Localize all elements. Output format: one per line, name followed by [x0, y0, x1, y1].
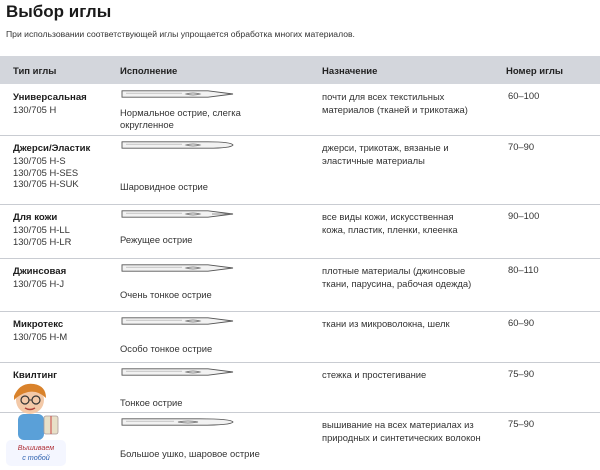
header-execution: Исполнение [120, 66, 178, 77]
needle-tip-caption [120, 448, 295, 460]
needle-tip-caption [120, 343, 295, 355]
needle-tip-caption [120, 181, 295, 193]
purpose-line: почти для всех текстильных [322, 91, 445, 102]
needle-code: 130/705 H-LR [13, 235, 72, 247]
caption-line: Большое ушко, шаровое острие [120, 448, 260, 459]
caption-line: Нормальное острие, слегка [120, 107, 241, 118]
needle-codes [13, 155, 79, 190]
needle-number: 60–100 [508, 90, 540, 101]
purpose-line: ткани из микроволокна, шелк [322, 318, 450, 329]
needle-code: 130/705 H-SES [13, 166, 79, 178]
needle-drawing [120, 365, 235, 383]
needle-icon [120, 139, 235, 151]
header-purpose: Назначение [322, 66, 378, 77]
caption-line: Тонкое острие [120, 397, 183, 408]
purpose-line: материалов (тканей и трикотажа) [322, 104, 468, 115]
needle-type-name: Универсальная [13, 92, 87, 103]
needle-number: 80–110 [508, 264, 539, 275]
needle-number: 75–90 [508, 368, 535, 379]
svg-text:Вышиваем: Вышиваем [17, 443, 55, 452]
needle-type-name: Квилтинг [13, 370, 58, 381]
needle-type-name: Микротекс [13, 319, 64, 330]
table-header [0, 56, 600, 84]
needle-purpose [322, 418, 504, 444]
purpose-line: вышивание на всех материалах из [322, 419, 474, 430]
purpose-line: стежка и простегивание [322, 369, 427, 380]
needle-codes [13, 104, 56, 116]
needle-code: 130/705 H [13, 104, 57, 115]
purpose-line: все виды кожи, искусственная [322, 211, 454, 222]
needle-code: 130/705 H-J [13, 278, 65, 289]
needle-drawing [120, 87, 235, 105]
needle-purpose [322, 264, 504, 290]
row-divider [0, 135, 600, 136]
needle-code: 130/705 H-S [13, 155, 66, 166]
needle-icon [120, 262, 235, 274]
needle-icon [120, 366, 235, 378]
needle-codes [13, 278, 64, 290]
needle-purpose [322, 317, 504, 330]
row-divider [0, 204, 600, 205]
needle-icon [120, 88, 235, 100]
header-number: Номер иглы [506, 66, 563, 77]
caption-line: Шаровидное острие [120, 181, 208, 192]
needle-purpose [322, 368, 504, 381]
needle-tip-caption [120, 397, 295, 409]
purpose-line: ткани, парусина, рабочая одежда) [322, 278, 472, 289]
page-title: Выбор иглы [6, 2, 112, 21]
needle-icon [120, 208, 235, 220]
needle-number: 70–90 [508, 141, 535, 152]
purpose-line: джерси, трикотаж, вязаные и [322, 142, 449, 153]
caption-line: Режущее острие [120, 234, 193, 245]
needle-purpose [322, 210, 504, 236]
needle-number: 75–90 [508, 418, 535, 429]
needle-code: 130/705 H-SUK [13, 178, 79, 189]
purpose-line: природных и синтетических волокон [322, 432, 481, 443]
needle-tip-caption [120, 107, 295, 130]
row-divider [0, 362, 600, 363]
needle-drawing [120, 415, 235, 433]
needle-type-name: Для кожи [13, 212, 58, 223]
needle-drawing [120, 138, 235, 156]
needle-icon [120, 416, 235, 428]
intro-text: При использовании соответствующей иглы упрощается обработка многих материалов. [6, 29, 355, 39]
needle-code: 130/705 H-M [13, 331, 68, 342]
needle-type-name: Джинсовая [13, 266, 67, 277]
needle-tip-caption [120, 289, 295, 301]
caption-line: округленное [120, 118, 174, 130]
svg-text:с тобой: с тобой [22, 453, 50, 462]
caption-line: Очень тонкое острие [120, 289, 212, 300]
needle-codes [13, 224, 71, 247]
needle-drawing [120, 207, 235, 225]
caption-line: Особо тонкое острие [120, 343, 213, 354]
purpose-line: плотные материалы (джинсовые [322, 265, 466, 276]
watermark-logo [0, 378, 72, 470]
needle-type-name: Джерси/Эластик [13, 143, 91, 154]
row-divider [0, 311, 600, 312]
needle-number: 90–100 [508, 210, 540, 221]
needle-drawing [120, 261, 235, 279]
needle-purpose [322, 141, 504, 167]
row-divider [0, 412, 600, 413]
purpose-line: кожа, пластик, пленки, клеенка [322, 224, 458, 235]
needle-codes [13, 331, 67, 343]
row-divider [0, 258, 600, 259]
needle-code: 130/705 H-LL [13, 224, 70, 235]
needle-drawing [120, 314, 235, 332]
needle-number: 60–90 [508, 317, 535, 328]
header-type: Тип иглы [13, 66, 57, 77]
needle-purpose [322, 90, 504, 116]
needle-icon [120, 315, 235, 327]
needle-tip-caption [120, 234, 295, 246]
purpose-line: эластичные материалы [322, 155, 425, 166]
